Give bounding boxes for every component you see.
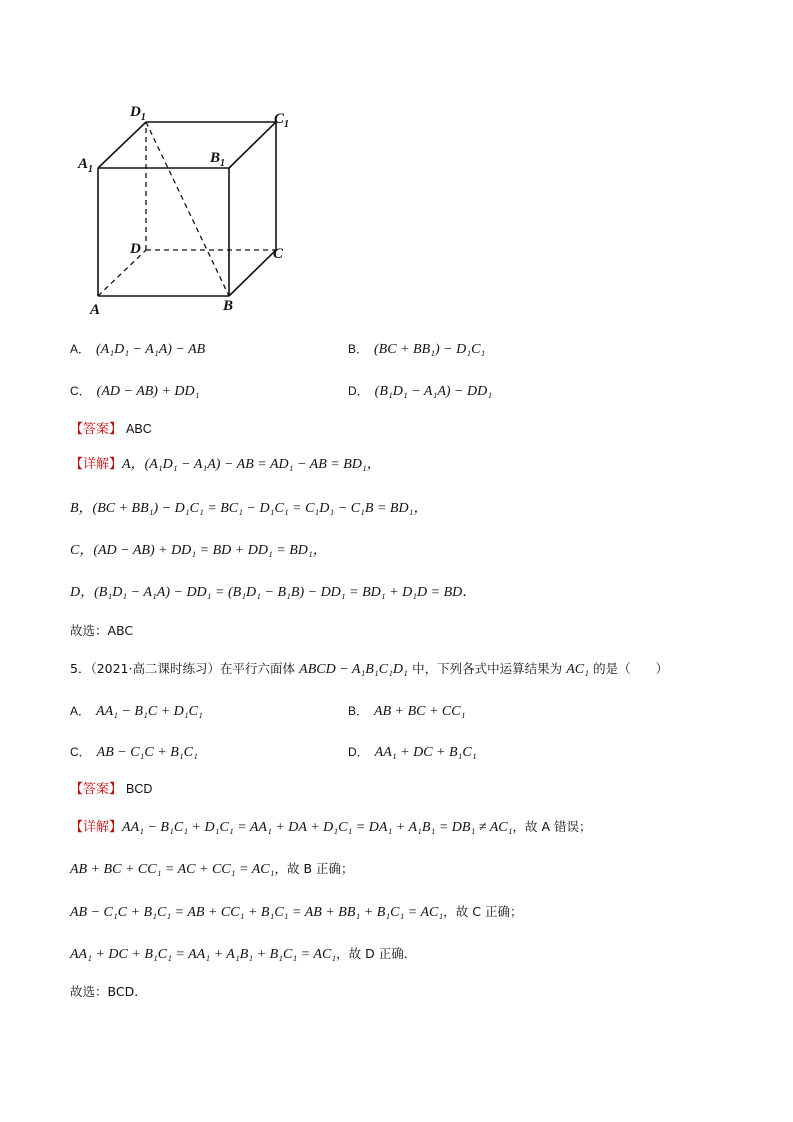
q4-detail-b: B，(BC + BB₁) − D₁C₁ = BC₁ − D₁C₁ = C₁D₁ − C₁B = BD₁， <box>70 501 428 516</box>
q4-option-a: A． (A₁D₁ − A₁A) − AB <box>70 342 206 357</box>
q5-option-c: C． AB − C₁C + B₁C₁ <box>70 745 198 760</box>
q4-detail-c: C，(AD − AB) + DD₁ = BD + DD₁ = BD₁， <box>70 543 327 558</box>
vertex-label-C: C <box>273 246 284 262</box>
vertex-label-D1: $D_1$ <box>130 104 146 123</box>
edge-A1-D1 <box>98 122 146 168</box>
q5-option-a: A． AA₁ − B₁C + D₁C₁ <box>70 704 203 719</box>
q4-detail-a: 【详解】A，(A₁D₁ − A₁A) − AB = AD₁ − AB = BD₁， <box>70 457 381 472</box>
q5-detail-1: 【详解】AA₁ − B₁C₁ + D₁C₁ = AA₁ + DA + D₁C₁ = DA₁ + A₁B₁ = DB₁ ≠ AC₁，故 A 错误； <box>70 819 592 835</box>
edge-B-C <box>229 250 276 296</box>
q4-option-b: B． (BC + BB₁) − D₁C₁ <box>348 342 486 357</box>
q5-stem: 5．（2021·高二课时练习）在平行六面体 ABCD − A₁B₁C₁D₁ 中，下列各式中运算结果为 AC₁ 的是（ ） <box>70 661 669 677</box>
q4-detail-d: D，(B₁D₁ − A₁A) − DD₁ = (B₁D₁ − B₁B) − DD₁ = BD₁ + D₁D = BD． <box>70 585 477 600</box>
vertex-label-B: B <box>223 298 234 314</box>
q5-detail-4: AA₁ + DC + B₁C₁ = AA₁ + A₁B₁ + B₁C₁ = AC₁，故 D 正确. <box>70 946 408 962</box>
q4-answer: 【答案】 ABC <box>70 422 152 437</box>
vertex-label-D: D <box>130 241 141 257</box>
q5-detail-3: AB − C₁C + B₁C₁ = AB + CC₁ + B₁C₁ = AB + BB₁ + B₁C₁ = AC₁，故 C 正确； <box>70 904 523 920</box>
q5-detail-2: AB + BC + CC₁ = AC + CC₁ = AC₁，故 B 正确； <box>70 861 354 877</box>
cube-figure <box>66 96 306 321</box>
q5-choose: 故选：BCD. <box>70 984 139 999</box>
q4-option-c: C． (AD − AB) + DD₁ <box>70 384 200 399</box>
q5-answer: 【答案】 BCD <box>70 782 153 797</box>
q5-option-b: B． AB + BC + CC₁ <box>348 704 466 719</box>
vertex-label-A1: $A_1$ <box>78 156 94 175</box>
q4-choose: 故选：ABC <box>70 623 134 638</box>
edge-B1-C1 <box>229 122 276 168</box>
vertex-label-C1: $C_1$ <box>274 111 290 130</box>
vertex-label-A: A <box>90 302 101 318</box>
diagonal-D1-B <box>146 122 229 296</box>
q5-option-d: D． AA₁ + DC + B₁C₁ <box>348 745 477 760</box>
q4-option-d: D． (B₁D₁ − A₁A) − DD₁ <box>348 384 493 399</box>
vertex-label-B1: $B_1$ <box>210 150 226 169</box>
